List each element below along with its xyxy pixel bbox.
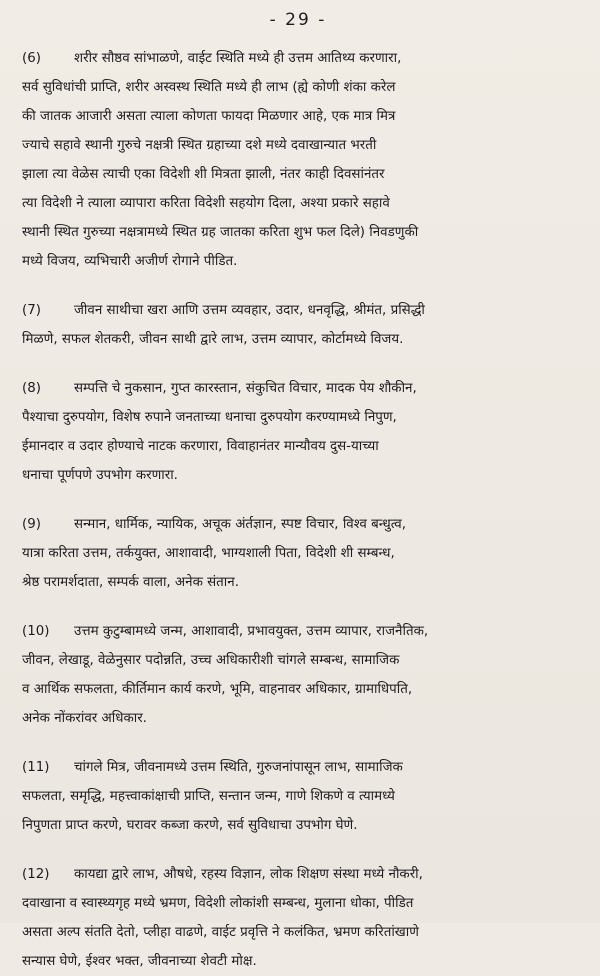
text-line	[22, 646, 574, 675]
text-line	[22, 782, 574, 811]
paragraph	[22, 617, 574, 733]
paragraph-number: (8)	[22, 381, 41, 396]
line-text: दवाखाना व स्वास्थ्यगृह मध्ये भ्रमण, विदेशी लोकांशी सम्बन्ध, मुलाना धोका, पीडित	[22, 896, 414, 911]
line-text: स्थानी स्थित गुरुच्या नक्षत्रामध्ये स्थित ग्रह जातका करिता शुभ फल दिले) निवडणुकी	[22, 225, 419, 240]
paragraph	[22, 44, 574, 276]
line-text: त्या विदेशी ने त्याला व्यापारा करिता विदेशी सहयोग दिला, अश्या प्रकारे सहावे	[22, 196, 390, 211]
text-line	[22, 160, 574, 189]
paragraph-number: (10)	[22, 624, 50, 639]
text-line	[22, 617, 574, 646]
line-text: शरीर सौष्ठव सांभाळणे, वाईट स्थिति मध्ये ही उत्तम आतिथ्य करणारा,	[74, 51, 402, 66]
line-text: ईमानदार व उदार होण्याचे नाटक करणारा, विवाहानंतर मान्यौवय दुस-याच्या	[22, 439, 379, 454]
text-line	[22, 432, 574, 461]
text-line	[22, 102, 574, 131]
line-text: सम्पत्ति चे नुकसान, गुप्त कारस्तान, संकुचित विचार, मादक पेय शौकीन,	[74, 381, 417, 396]
text-line	[22, 889, 574, 918]
line-text: असता अल्प संतति देतो, प्लीहा वाढणे, वाईट प्रवृत्ति ने कलंकित, भ्रमण करितांखाणे	[22, 925, 419, 940]
paragraph-number: (12)	[22, 867, 50, 882]
paragraph	[22, 374, 574, 490]
line-text: झाला त्या वेळेस त्याची एका विदेशी शी मित्रता झाली, नंतर काही दिवसांनंतर	[22, 167, 385, 182]
paragraph-number: (7)	[22, 303, 41, 318]
text-line	[22, 811, 574, 840]
line-text: व आर्थिक सफलता, कीर्तिमान कार्य करणे, भूमि, वाहनावर अधिकार, ग्रामाधिपति,	[22, 682, 413, 697]
line-text: सफलता, समृद्धि, महत्त्वाकांक्षाची प्राप्ति, सन्तान जन्म, गाणे शिकणे व त्यामध्ये	[22, 789, 395, 804]
line-text: मिळणे, सफल शेतकरी, जीवन साथी द्वारे लाभ, उत्तम व्यापार, कोर्टामध्ये विजय.	[22, 332, 404, 347]
text-line	[22, 461, 574, 490]
text-line	[22, 704, 574, 733]
line-text: जीवन साथीचा खरा आणि उत्तम व्यवहार, उदार, धनवृद्धि, श्रीमंत, प्रसिद्धी	[74, 303, 425, 318]
line-text: निपुणता प्राप्त करणे, घरावर कब्जा करणे, सर्व सुविधाचा उपभोग घेणे.	[22, 818, 358, 833]
paragraph	[22, 296, 574, 354]
paragraph	[22, 860, 574, 976]
line-text: सन्यास घेणे, ईश्वर भक्त, जीवनाच्या शेवटी मोक्ष.	[22, 954, 257, 969]
text-line	[22, 403, 574, 432]
line-text: धनाचा पूर्णपणे उपभोग करणारा.	[22, 468, 178, 483]
text-line	[22, 675, 574, 704]
text-line	[22, 247, 574, 276]
paragraph	[22, 510, 574, 597]
line-text: की जातक आजारी असता त्याला कोणता फायदा मिळणार आहे, एक मात्र मित्र	[22, 109, 396, 124]
page-number: - 29 -	[269, 10, 327, 30]
line-text: सर्व सुविधांची प्राप्ति, शरीर अस्वस्थ स्थिति मध्ये ही लाभ (ह्ये कोणी शंका करेल	[22, 80, 396, 95]
paragraph-list	[22, 44, 574, 976]
line-text: चांगले मित्र, जीवनामध्ये उत्तम स्थिति, गुरुजनांपासून लाभ, सामाजिक	[74, 760, 403, 775]
line-text: जीवन, लेखाडू, वेळेनुसार पदोन्नति, उच्च अधिकारीशी चांगले सम्बन्ध, सामाजिक	[22, 653, 400, 668]
line-text: मध्ये विजय, व्यभिचारी अजीर्ण रोगाने पीडित.	[22, 254, 238, 269]
text-line	[22, 73, 574, 102]
paragraph-number: (6)	[22, 51, 41, 66]
paragraph-number: (11)	[22, 760, 50, 775]
line-text: अनेक नोंकरांवर अधिकार.	[22, 711, 147, 726]
text-line	[22, 947, 574, 976]
line-text: पैश्याचा दुरुपयोग, विशेष रुपाने जनताच्या धनाचा दुरुपयोग करण्यामध्ये निपुण,	[22, 410, 397, 425]
text-line	[22, 131, 574, 160]
line-text: ज्याचे सहावे स्थानी गुरुचे नक्षत्री स्थित ग्रहाच्या दशे मध्ये दवाखान्यात भरती	[22, 138, 377, 153]
text-line	[22, 510, 574, 539]
line-text: कायद्या द्वारे लाभ, औषधे, रहस्य विज्ञान, लोक शिक्षण संस्था मध्ये नौकरी,	[74, 867, 423, 882]
text-line	[22, 218, 574, 247]
text-line	[22, 860, 574, 889]
paragraph	[22, 753, 574, 840]
text-line	[22, 296, 574, 325]
line-text: उत्तम कुटुम्बामध्ये जन्म, आशावादी, प्रभावयुक्त, उत्तम व्यापार, राजनैतिक,	[74, 624, 429, 639]
line-text: सन्मान, धार्मिक, न्यायिक, अचूक अंर्तज्ञान, स्पष्ट विचार, विश्व बन्धुत्व,	[74, 517, 406, 532]
text-line	[22, 44, 574, 73]
text-line	[22, 325, 574, 354]
paragraph-number: (9)	[22, 517, 41, 532]
text-line	[22, 753, 574, 782]
line-text: श्रेष्ठ परामर्शदाता, सम्पर्क वाला, अनेक संतान.	[22, 575, 239, 590]
text-line	[22, 189, 574, 218]
text-line	[22, 568, 574, 597]
text-line	[22, 539, 574, 568]
line-text: यात्रा करिता उत्तम, तर्कयुक्त, आशावादी, भाग्यशाली पिता, विदेशी शी सम्बन्ध,	[22, 546, 395, 561]
text-line	[22, 918, 574, 947]
text-line	[22, 374, 574, 403]
